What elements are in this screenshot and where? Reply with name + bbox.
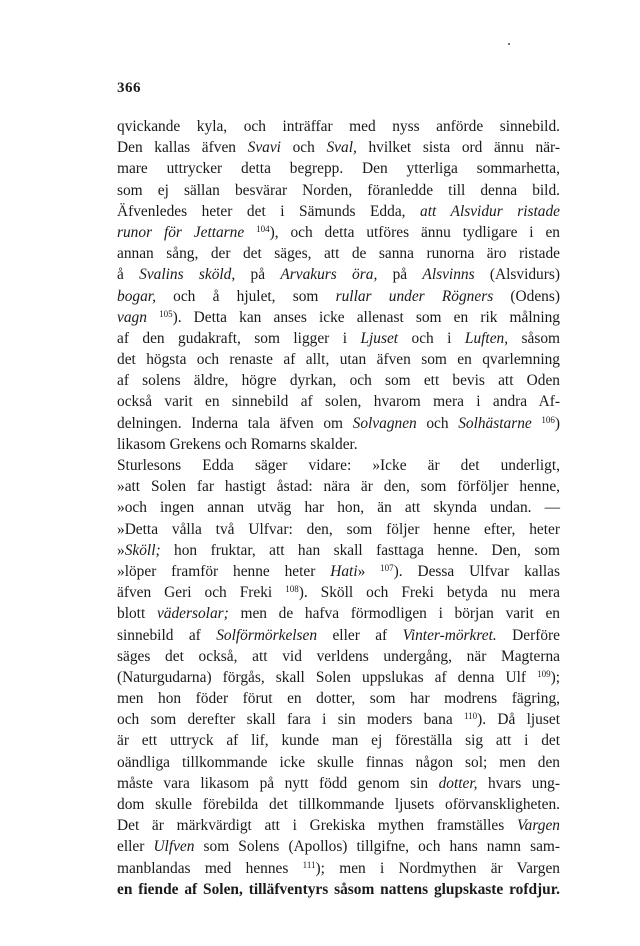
text-run — [532, 415, 542, 432]
text-line — [117, 455, 560, 476]
footnote-ref: 109 — [537, 668, 551, 679]
text-run: ). Detta kan anses icke allenast som en rik målning — [172, 308, 560, 326]
page-number: 366 — [117, 80, 141, 96]
footnote-ref: 106 — [541, 414, 555, 425]
text-line — [117, 434, 560, 455]
page-speck — [508, 43, 510, 45]
text-run: Det är märkvärdigt att i Grekiska mythen framställes — [117, 817, 517, 835]
text-line — [117, 625, 560, 646]
text-line — [117, 328, 560, 349]
italic-run: dotter, — [438, 774, 478, 792]
italic-run: Luften, — [464, 329, 509, 347]
text-run: men de hafva förmodligen i början varit en — [228, 605, 561, 623]
text-run: af den gudakraft, som ligger i — [117, 329, 361, 347]
text-run: qvickande kyla, och inträffar med nyss anförde sinnebild. — [117, 118, 560, 135]
italic-run: att Alsvidur ristade — [420, 202, 560, 220]
body-text — [117, 116, 560, 900]
text-run: ); — [550, 668, 560, 686]
italic-run: Ljuset — [360, 329, 399, 347]
text-run: annan sång, der det säges, att de sanna runorna äro ristade — [117, 245, 560, 263]
text-line — [117, 286, 560, 307]
footnote-ref: 108 — [285, 584, 299, 595]
text-run: en fiende af Solen, tilläfventyrs såsom nattens glupskaste rofdjur. — [117, 880, 560, 898]
italic-run: vagn — [117, 308, 147, 326]
text-line — [117, 243, 560, 264]
text-line — [117, 561, 560, 582]
text-run: »att Solen far hastigt åstad: nära är den, som förföljer henne, — [117, 478, 560, 496]
italic-run: Svalins sköld, — [139, 266, 236, 284]
text-run: » — [357, 562, 381, 580]
text-run: eller af — [317, 626, 403, 644]
italic-run: Solförmörkelsen — [216, 626, 318, 644]
text-run: (Naturgudarna) förgås, skall Solen uppslukas af denna Ulf — [117, 668, 538, 686]
italic-run: Sval, — [326, 139, 357, 157]
text-run: »löper framför henne heter — [117, 562, 331, 580]
text-line — [117, 497, 560, 518]
text-run: » — [117, 541, 125, 559]
text-run: hvars ung- — [477, 774, 560, 792]
text-line — [117, 730, 560, 751]
text-run: på — [235, 266, 281, 284]
text-run: blott — [117, 605, 157, 623]
text-run: men hon föder förut en dotter, som har modrens fägring, — [117, 690, 560, 708]
text-line — [117, 815, 560, 836]
text-run: delningen. Inderna tala äfven om — [117, 414, 353, 432]
text-line — [117, 519, 560, 540]
text-run: och — [416, 414, 459, 432]
text-run: hvilket sista ord ännu när- — [356, 139, 561, 157]
text-run: »Detta vålla två Ulfvar: den, som följer henne efter, heter — [117, 520, 560, 538]
text-run: och — [280, 139, 327, 157]
text-line — [117, 836, 560, 857]
text-run: ), och detta utföres ännu tydligare i en — [269, 223, 560, 241]
italic-run: Vargen — [516, 817, 560, 835]
text-run: eller — [117, 838, 154, 856]
text-run: manblandas med hennes — [117, 859, 303, 877]
text-run: ) — [554, 414, 560, 432]
text-run: ). Sköll och Freki betyda nu mera — [298, 584, 560, 602]
text-line — [117, 582, 560, 603]
text-line — [117, 201, 560, 222]
text-line — [117, 116, 560, 137]
text-run: likasom Grekens och Romarns skalder. — [117, 435, 358, 453]
italic-run: vädersolar; — [156, 605, 229, 623]
italic-run: rullar under Rögners — [335, 287, 494, 305]
italic-run: Ulfven — [153, 838, 195, 856]
text-line — [117, 180, 560, 201]
text-line — [117, 307, 560, 328]
text-run: måste vara likasom på nytt född genom sin — [117, 774, 439, 792]
text-line — [117, 137, 560, 158]
text-run: på — [377, 266, 423, 284]
text-line — [117, 603, 560, 624]
text-run: dom skulle förebilda det tillkommande ljusets oförvanskligheten. — [117, 796, 560, 813]
text-line — [117, 773, 560, 794]
text-line — [117, 413, 560, 434]
text-line — [117, 370, 560, 391]
text-run: Äfvenledes heter det i Sämunds Edda, — [117, 202, 421, 220]
footnote-ref: 107 — [380, 562, 394, 573]
text-run: sinnebild af — [117, 626, 217, 644]
text-run: (Odens) — [493, 287, 560, 305]
text-run: ). Då ljuset — [477, 711, 560, 729]
text-run: ); men i Nordmythen är Vargen — [315, 859, 560, 877]
text-run: »och ingen annan utväg har hon, än att skynda undan. — — [117, 499, 560, 517]
text-run: och som derefter skall fara i sin moders bana — [117, 711, 464, 729]
text-line — [117, 646, 560, 667]
italic-run: Sköll; — [124, 541, 161, 559]
text-run: mare uttrycker detta begrepp. Den ytterliga sommarhetta, — [117, 160, 560, 178]
text-run: det högsta och renaste af allt, utan äfven som en qvarlemning — [117, 351, 560, 369]
text-run: och i — [398, 329, 465, 347]
italic-run: bogar, — [117, 287, 156, 305]
text-line — [117, 752, 560, 773]
text-run: (Alsvidurs) — [474, 266, 560, 284]
italic-run: Alsvinns — [422, 266, 475, 284]
text-run: säges det också, att vid verldens undergång, när Magterna — [117, 647, 560, 665]
text-line — [117, 222, 560, 243]
text-run: Sturlesons Edda säger vidare: »Icke är det underligt, — [117, 457, 560, 474]
text-line — [117, 391, 560, 412]
italic-run: Solvagnen — [352, 414, 417, 432]
footnote-ref: 104 — [256, 223, 270, 234]
text-run: oändliga tillkommande icke skulle finnas någon sol; men den — [117, 753, 560, 771]
text-line — [117, 667, 560, 688]
italic-run: runor för Jettarne — [117, 223, 245, 241]
text-run — [244, 224, 256, 241]
italic-run: Arvakurs öra, — [280, 266, 378, 284]
text-line — [117, 349, 560, 370]
text-run: är ett uttryck af lif, kunde man ej föreställa sig att i det — [117, 732, 560, 750]
text-line — [117, 540, 560, 561]
footnote-ref: 110 — [463, 711, 478, 722]
text-run — [147, 309, 159, 326]
text-line — [117, 688, 560, 709]
text-line — [117, 264, 560, 285]
text-run: också varit en sinnebild af solen, hvarom mera i andra Af- — [117, 393, 560, 411]
text-run: och å hjulet, som — [155, 287, 336, 305]
text-run: som Solens (Apollos) tillgifne, och hans namn sam- — [194, 838, 560, 856]
text-line — [117, 158, 560, 179]
italic-run: Vinter-mörkret. — [402, 626, 497, 644]
text-run: som ej sällan besvärar Norden, föranledde till denna bild. — [117, 181, 560, 199]
footnote-ref: 105 — [159, 308, 173, 319]
footnote-ref: 111 — [302, 859, 316, 870]
text-run: såsom — [508, 329, 560, 347]
text-line — [117, 858, 560, 879]
text-run: ). Dessa Ulfvar kallas — [393, 562, 561, 580]
text-line — [117, 794, 560, 815]
text-run: Derföre — [496, 626, 560, 644]
text-run: äfven Geri och Freki — [117, 584, 286, 602]
italic-run: Svavi — [247, 139, 281, 157]
text-run: hon fruktar, att han skall fasttaga henne. Den, som — [160, 541, 560, 559]
text-run: af solens äldre, högre dyrkan, och som ett bevis att Oden — [117, 372, 560, 390]
italic-run: Solhästarne — [458, 414, 532, 432]
italic-run: Hati — [330, 562, 358, 580]
text-run: å — [117, 266, 140, 284]
text-line — [117, 879, 560, 900]
text-line — [117, 476, 560, 497]
text-run: Den kallas äfven — [117, 139, 248, 157]
text-line — [117, 709, 560, 730]
